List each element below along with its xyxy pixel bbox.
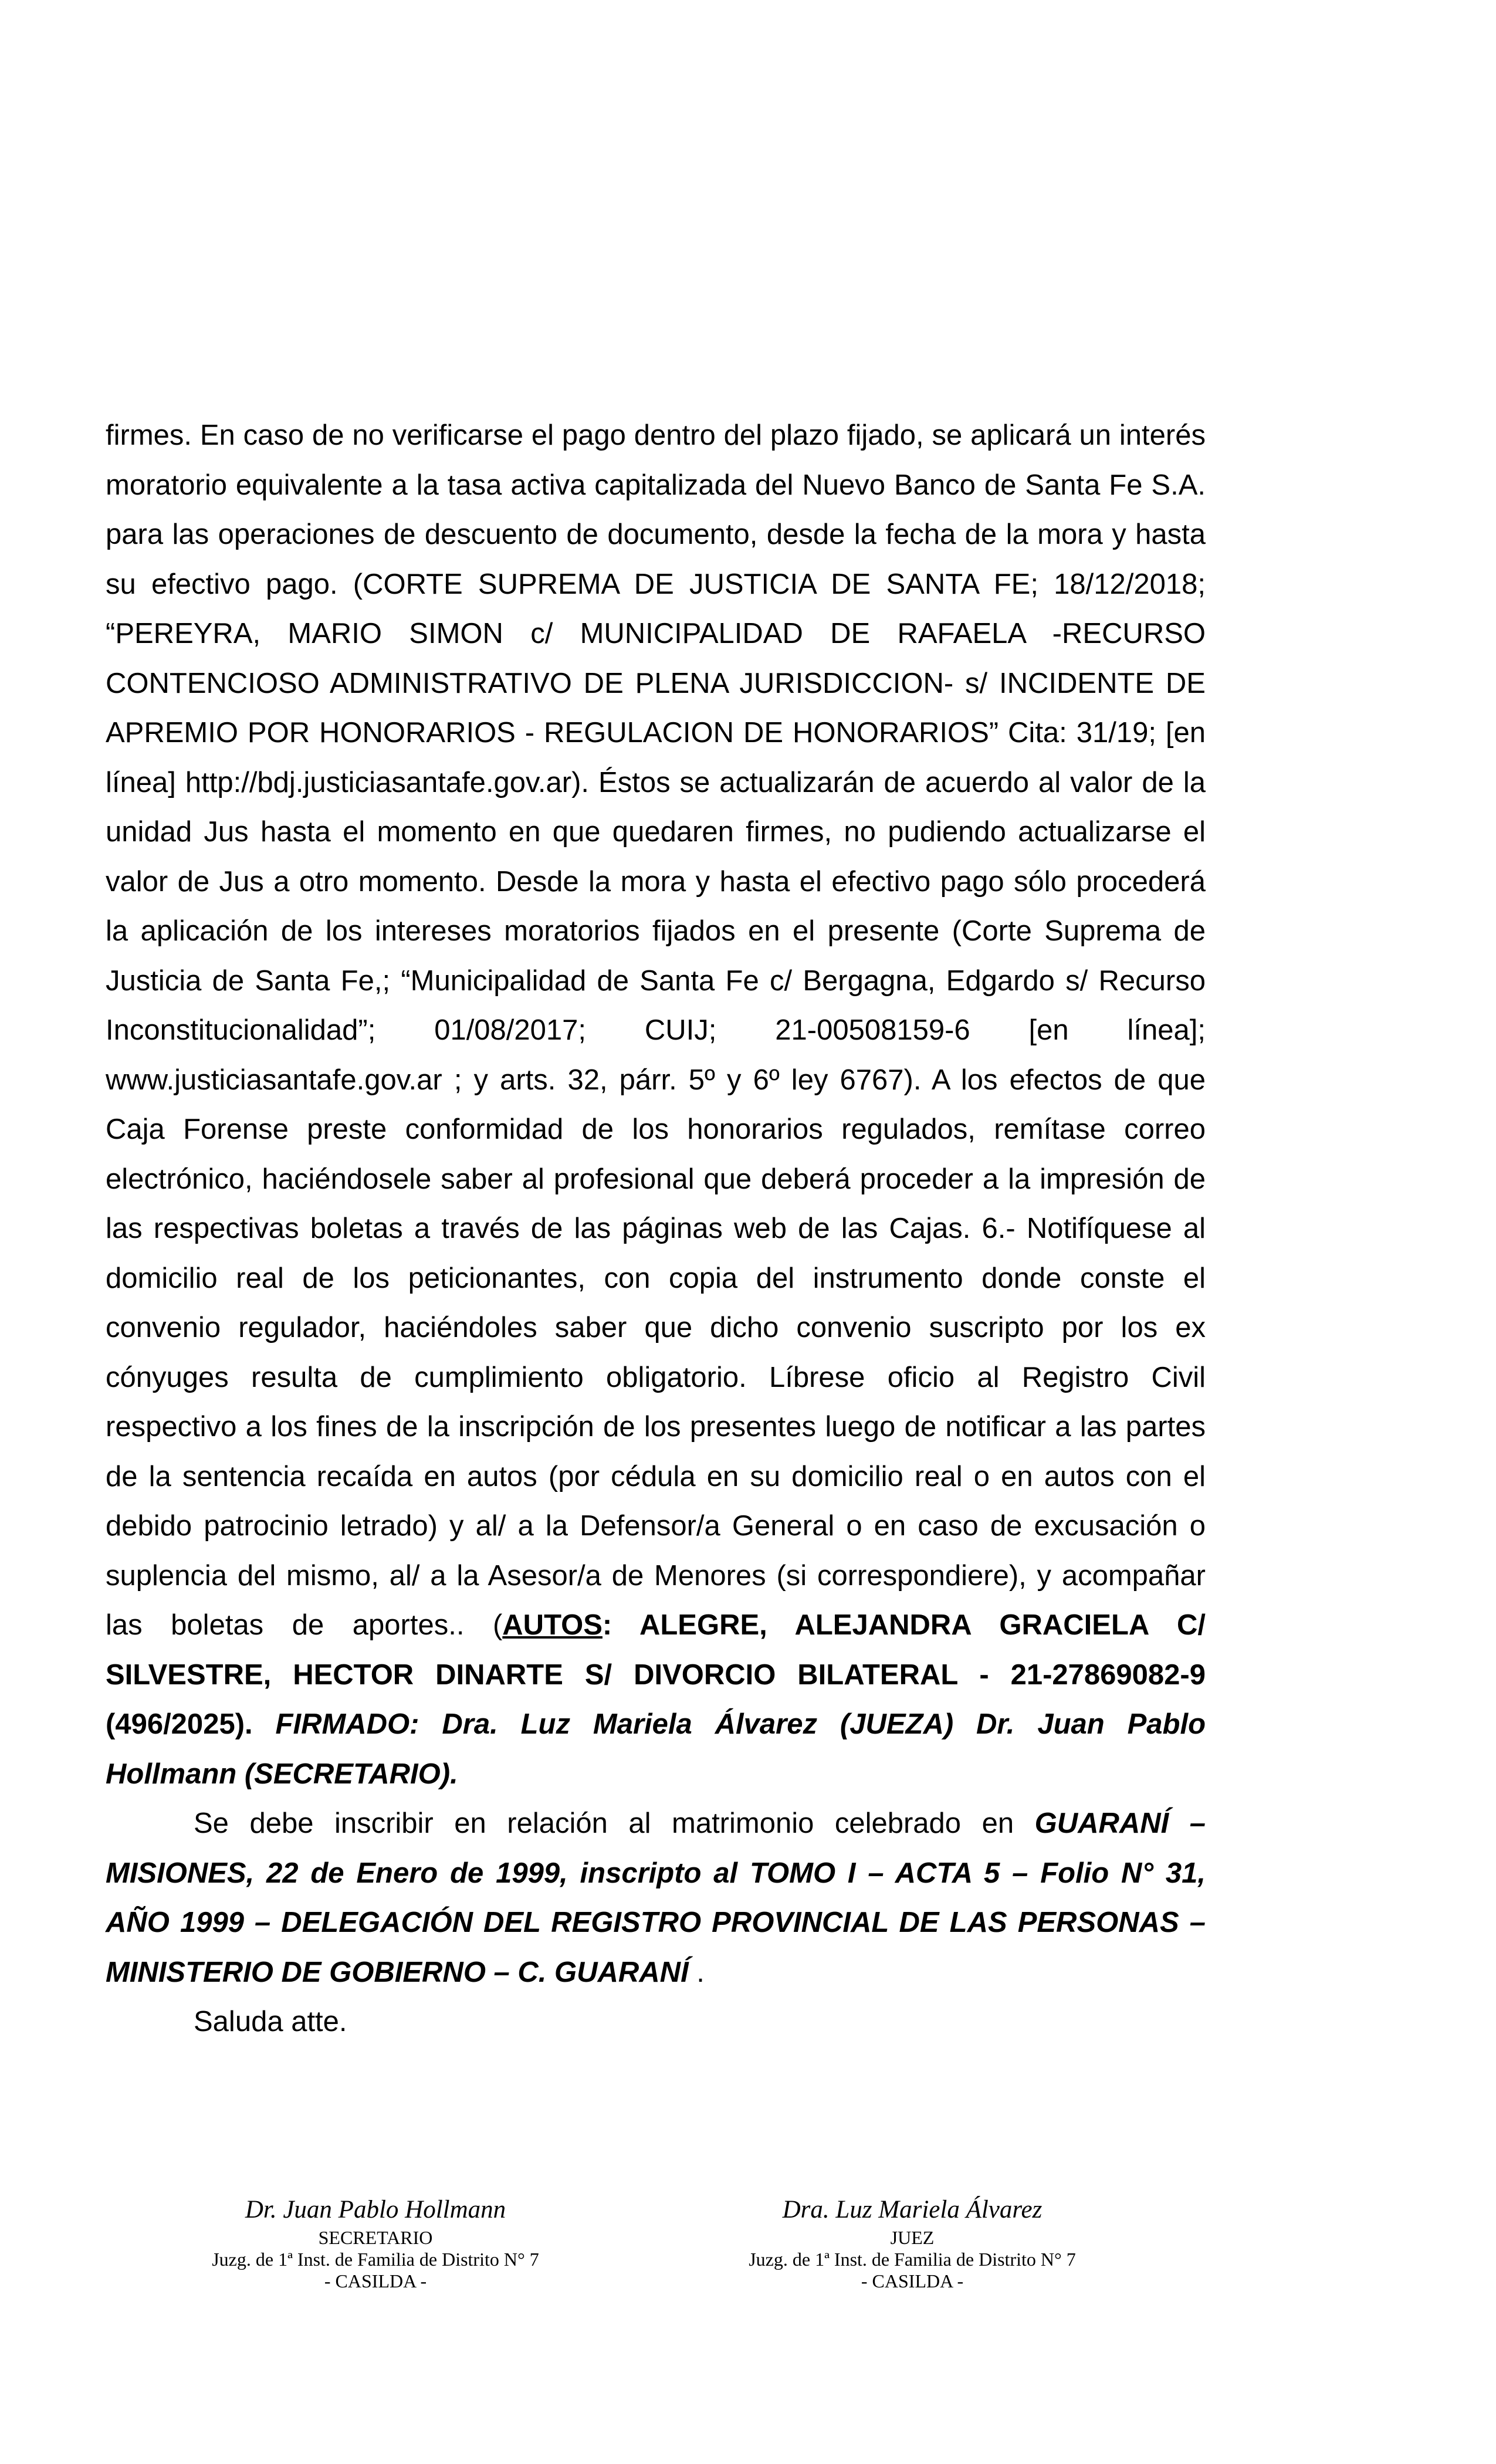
document-body <box>106 411 1206 2047</box>
signature-court: Juzg. de 1ª Inst. de Familia de Distrito N° 7 <box>749 2249 1076 2270</box>
signature-name: Dr. Juan Pablo Hollmann <box>245 2196 506 2223</box>
signature-role: JUEZ <box>890 2227 935 2248</box>
closing-text: Saluda atte. <box>194 2006 347 2037</box>
resolution-text: firmes. En caso de no verificarse el pago dentro del plazo fijado, se aplicará un interés moratorio equivalente a la tasa activa capitalizada del Nuevo Banco de Santa Fe S.A. para las operaciones de descuento de documento, desde la fecha de la mora y hasta su efectivo pago. (CORTE SUPREMA DE JUSTICIA DE SANTA FE; 18/12/2018; “PEREYRA, MARIO SIMON c/ MUNICIPALIDAD DE RAFAELA -RECURSO CONTENCIOSO ADMINISTRATIVO DE PLENA JURISDICCION- s/ INCIDENTE DE APREMIO POR HONORARIOS - REGULACION DE HONORARIOS” Cita: 31/19; [en línea] http://bdj.justiciasantafe.gov.ar). Éstos se actualizarán de acuerdo al valor de la unidad Jus hasta el momento en que quedaren firmes, no pudiendo actualizarse el valor de Jus a otro momento. Desde la mora y hasta el efectivo pago sólo procederá la aplicación de los intereses moratorios fijados en el presente (Corte Suprema de Justicia de Santa Fe,; “Municipalidad de Santa Fe c/ Bergagna, Edgardo s/ Recurso Inconstitucionalidad”; 01/08/2017; CUIJ; 21-00508159-6 [en línea]; www.justiciasantafe.gov.ar ; y arts. 32, párr. 5º y 6º ley 6767). A los efectos de que Caja Forense preste conformidad de los honorarios regulados, remítase correo electrónico, haciéndosele saber al profesional que deberá proceder a la impresión de las respectivas boletas a través de las páginas web de las Cajas. 6.- Notifíquese al domicilio real de los peticionantes, con copia del instrumento donde conste el convenio regulador, haciéndoles saber que dicho convenio suscripto por los ex cónyuges resulta de cumplimiento obligatorio. Líbrese oficio al Registro Civil respectivo a los fines de la inscripción de los presentes luego de notificar a las partes de la sentencia recaída en autos (por cédula en su domicilio real o en autos con el debido patrocinio letrado) y al/ a la Defensor/a General o en caso de excusación o suplencia del mismo, al/ a la Asesor/a de Menores (si correspondiere), y acompañar las boletas de aportes.. ( <box>106 419 1206 1641</box>
signature-block-secretary <box>170 2193 581 2292</box>
inscription-details: GUARANÍ – MISIONES, 22 de Enero de 1999, inscripto al TOMO I – ACTA 5 – Folio N° 31, AÑO 1999 – DELEGACIÓN DEL REGISTRO PROVINCIAL DE LAS PERSONAS – MINISTERIO DE GOBIERNO – C. GUARANÍ <box>106 1808 1206 1988</box>
signature-block-judge <box>707 2193 1118 2292</box>
firmado-text: FIRMADO: Dra. Luz Mariela Álvarez (JUEZA) Dr. Juan Pablo Hollmann (SECRETARIO). <box>106 1708 1206 1790</box>
signature-city: - CASILDA - <box>861 2270 964 2292</box>
signature-name: Dra. Luz Mariela Álvarez <box>782 2196 1043 2223</box>
autos-colon: : <box>602 1609 612 1641</box>
autos-caption: ALEGRE, ALEJANDRA GRACIELA C/ SILVESTRE, HECTOR DINARTE S/ DIVORCIO BILATERAL - 21-27869082-9 (496/2025). <box>106 1609 1206 1740</box>
inscription-lead: Se debe inscribir en relación al matrimonio celebrado en <box>194 1808 1035 1839</box>
autos-label: AUTOS <box>502 1609 603 1641</box>
paragraph-inscription <box>106 1799 1206 1997</box>
paragraph-resolution <box>106 411 1206 1799</box>
signature-city: - CASILDA - <box>324 2270 427 2292</box>
inscription-tail: . <box>688 1956 705 1988</box>
paragraph-closing <box>106 1997 1206 2047</box>
signature-court: Juzg. de 1ª Inst. de Familia de Distrito N° 7 <box>212 2249 539 2270</box>
signature-role: SECRETARIO <box>318 2227 433 2248</box>
